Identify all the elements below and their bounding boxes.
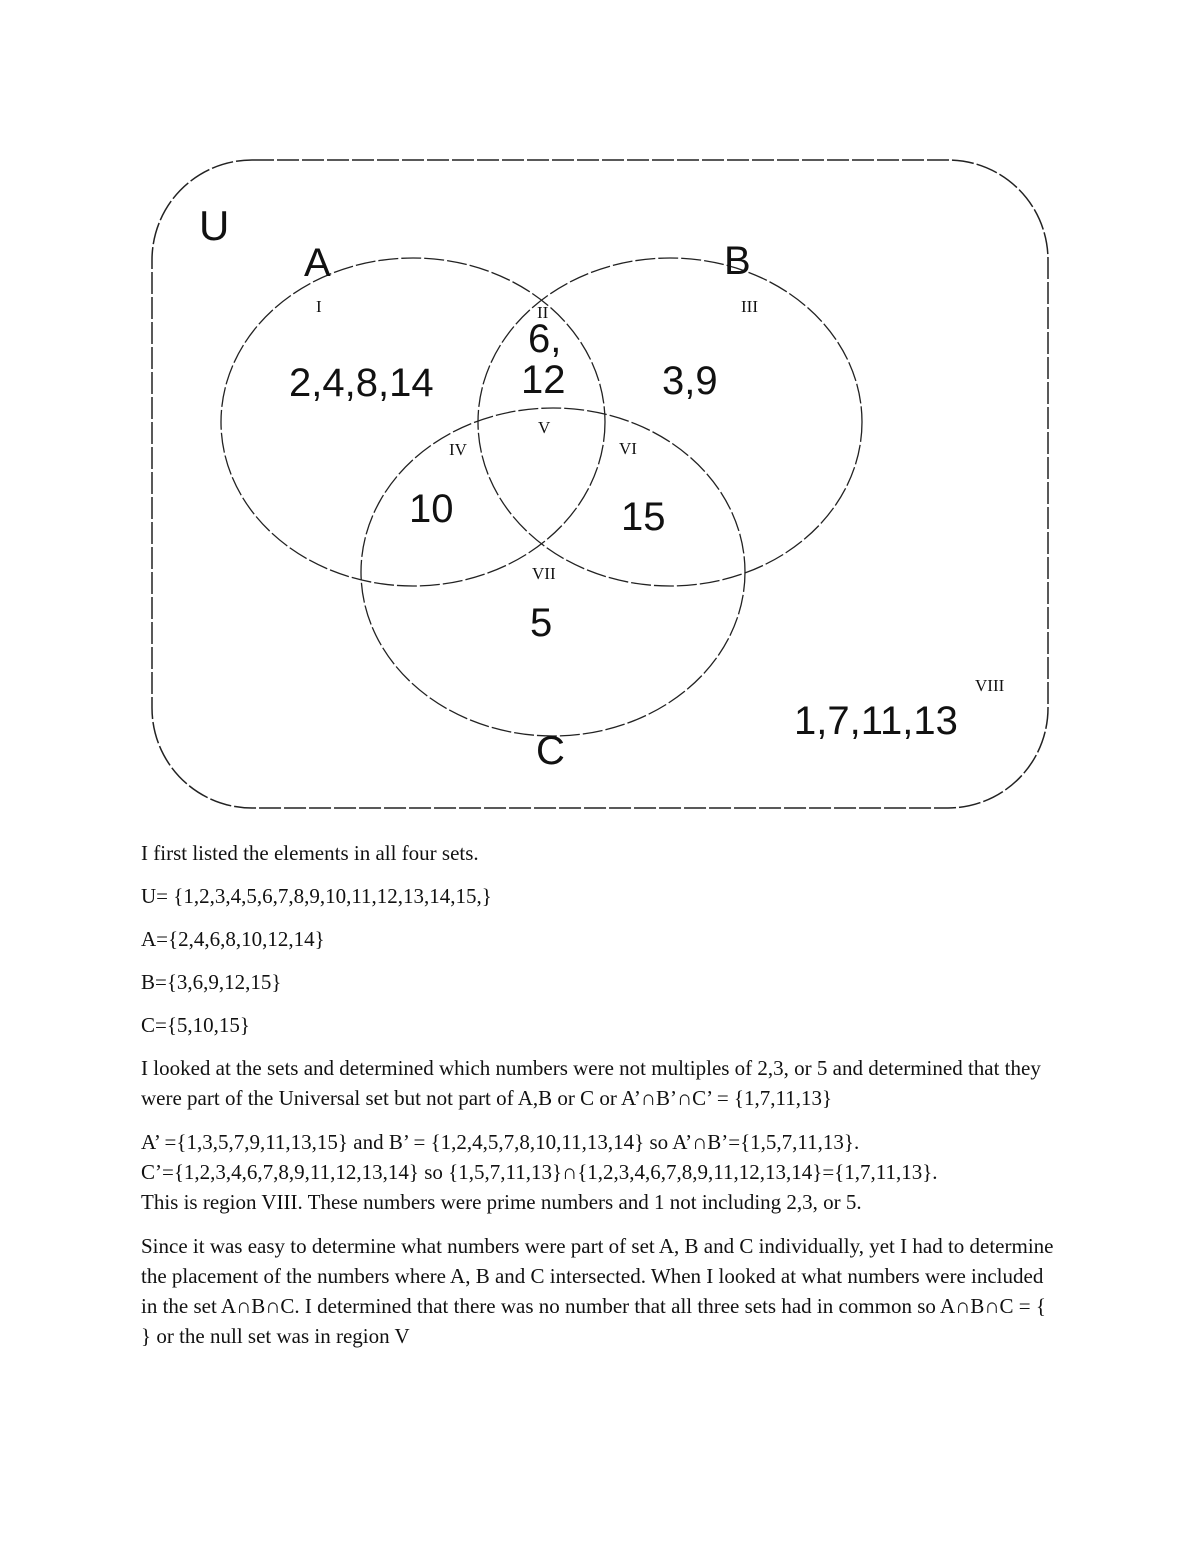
region-label-iv: IV xyxy=(449,440,467,459)
set-b-definition: B={3,6,9,12,15} xyxy=(141,970,282,994)
intro-paragraph: I first listed the elements in all four sets. xyxy=(141,841,479,865)
universe-label: U xyxy=(199,202,230,249)
region-ii-values-line2: 12 xyxy=(521,358,566,402)
region-ii-values-line1: 6, xyxy=(528,317,562,361)
intersection-line-1: A’ ={1,3,5,7,9,11,13,15} and B’ = {1,2,4,5,7,8,10,11,13,14} so A’∩B’={1,5,7,11,13}. xyxy=(141,1130,860,1154)
region-vi-values: 15 xyxy=(621,495,666,539)
region-viii-values: 1,7,11,13 xyxy=(794,699,958,743)
region-label-vii: VII xyxy=(532,564,556,583)
set-c-definition: C={5,10,15} xyxy=(141,1013,251,1037)
region-iv-values: 10 xyxy=(409,487,454,531)
region-label-viii: VIII xyxy=(975,676,1005,695)
set-a-label: A xyxy=(304,241,331,285)
intersection-paragraph xyxy=(141,1127,1061,1217)
intersection-line-3: This is region VIII. These numbers were prime numbers and 1 not including 2,3, or 5. xyxy=(141,1190,862,1214)
region-iii-values: 3,9 xyxy=(662,359,718,403)
set-b-circle xyxy=(478,258,862,586)
conclusion-paragraph: Since it was easy to determine what numbers were part of set A, B and C individually, yet I had to determine the placement of the numbers where A, B and C intersected. When I looked at what numbers were included in the set A∩B∩C. I determined that there was no number that all three sets had in common so A∩B∩C = { } or the null set was in region V xyxy=(141,1234,1054,1348)
region-label-v: V xyxy=(538,418,551,437)
set-b-label: B xyxy=(724,239,751,283)
set-a-definition: A={2,4,6,8,10,12,14} xyxy=(141,927,325,951)
region-label-vi: VI xyxy=(619,439,637,458)
region-label-ii: II xyxy=(537,303,549,322)
set-u-definition: U= {1,2,3,4,5,6,7,8,9,10,11,12,13,14,15,} xyxy=(141,884,492,908)
region-i-values: 2,4,8,14 xyxy=(289,361,434,405)
region-label-iii: III xyxy=(741,297,758,316)
complement-paragraph: I looked at the sets and determined which numbers were not multiples of 2,3, or 5 and determined that they were part of the Universal set but not part of A,B or C or A’∩B’∩C’ = {1,7,11,13} xyxy=(141,1056,1041,1110)
region-vii-values: 5 xyxy=(530,601,553,645)
intersection-line-2: C’={1,2,3,4,6,7,8,9,11,12,13,14} so {1,5,7,11,13}∩{1,2,3,4,6,7,8,9,11,12,13,14}={1,7,11,13}. xyxy=(141,1160,938,1184)
set-c-label: C xyxy=(536,729,565,773)
explanation-text xyxy=(141,838,1061,1365)
region-label-i: I xyxy=(316,297,322,316)
